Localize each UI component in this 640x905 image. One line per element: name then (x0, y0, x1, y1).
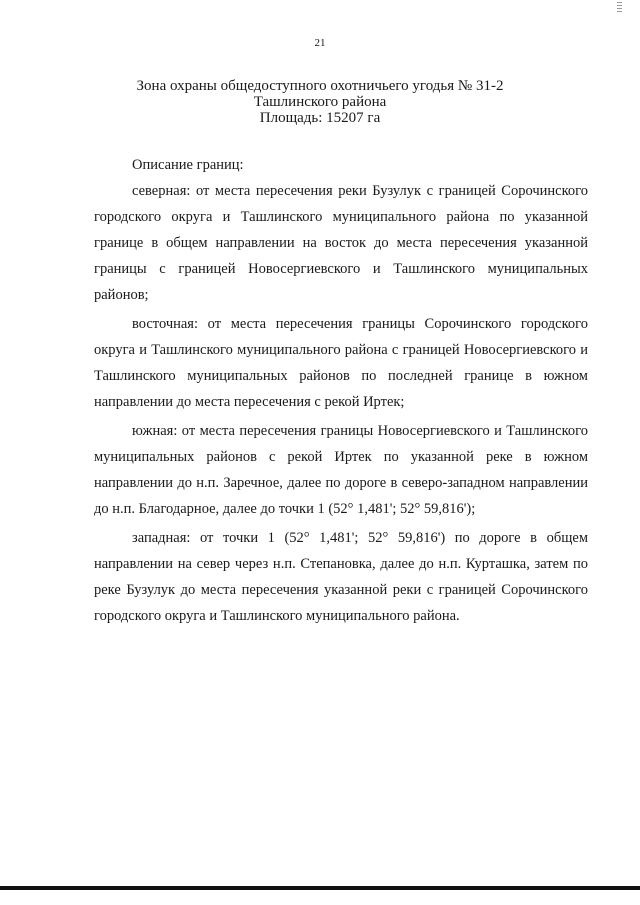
heading-district: Ташлинского района (253, 94, 387, 110)
heading-area: Площадь: 15207 га (259, 110, 381, 126)
border-west: западная: от точки 1 (52° 1,481'; 52° 59,816') по дороге в общем направлении на север через н.п. Степановка, далее до н.п. Курташка, затем по реке Бузулук до места пересечения указанной реки с границей Сорочинского городского округа и Ташлинского муниципального района. (94, 530, 588, 624)
page-number: 21 (314, 37, 326, 49)
borders-intro: Описание границ: (132, 157, 244, 173)
scan-mark (617, 0, 622, 12)
border-east: восточная: от места пересечения границы Сорочинского городского округа и Ташлинского муниципального района с границей Новосергиевского и Ташлинского муниципальных районов по последней границе в южном направлении до места пересечения с рекой Иртек; (94, 316, 588, 410)
document-heading (0, 78, 640, 126)
borders-description (94, 152, 588, 629)
bottom-rule (0, 886, 640, 890)
border-north: северная: от места пересечения реки Бузулук с границей Сорочинского городского округа и Ташлинского муниципального района по указанной границе в общем направлении на восток до места пересечения указанной границы с границей Новосергиевского и Ташлинского муниципальных районов; (94, 183, 588, 303)
heading-title: Зона охраны общедоступного охотничьего угодья № 31-2 (136, 78, 504, 94)
border-south: южная: от места пересечения границы Новосергиевского и Ташлинского муниципальных районов с рекой Иртек по указанной реке в южном направлении до н.п. Заречное, далее по дороге в северо-западном направлении до н.п. Благодарное, далее до точки 1 (52° 1,481'; 52° 59,816'); (94, 423, 588, 517)
